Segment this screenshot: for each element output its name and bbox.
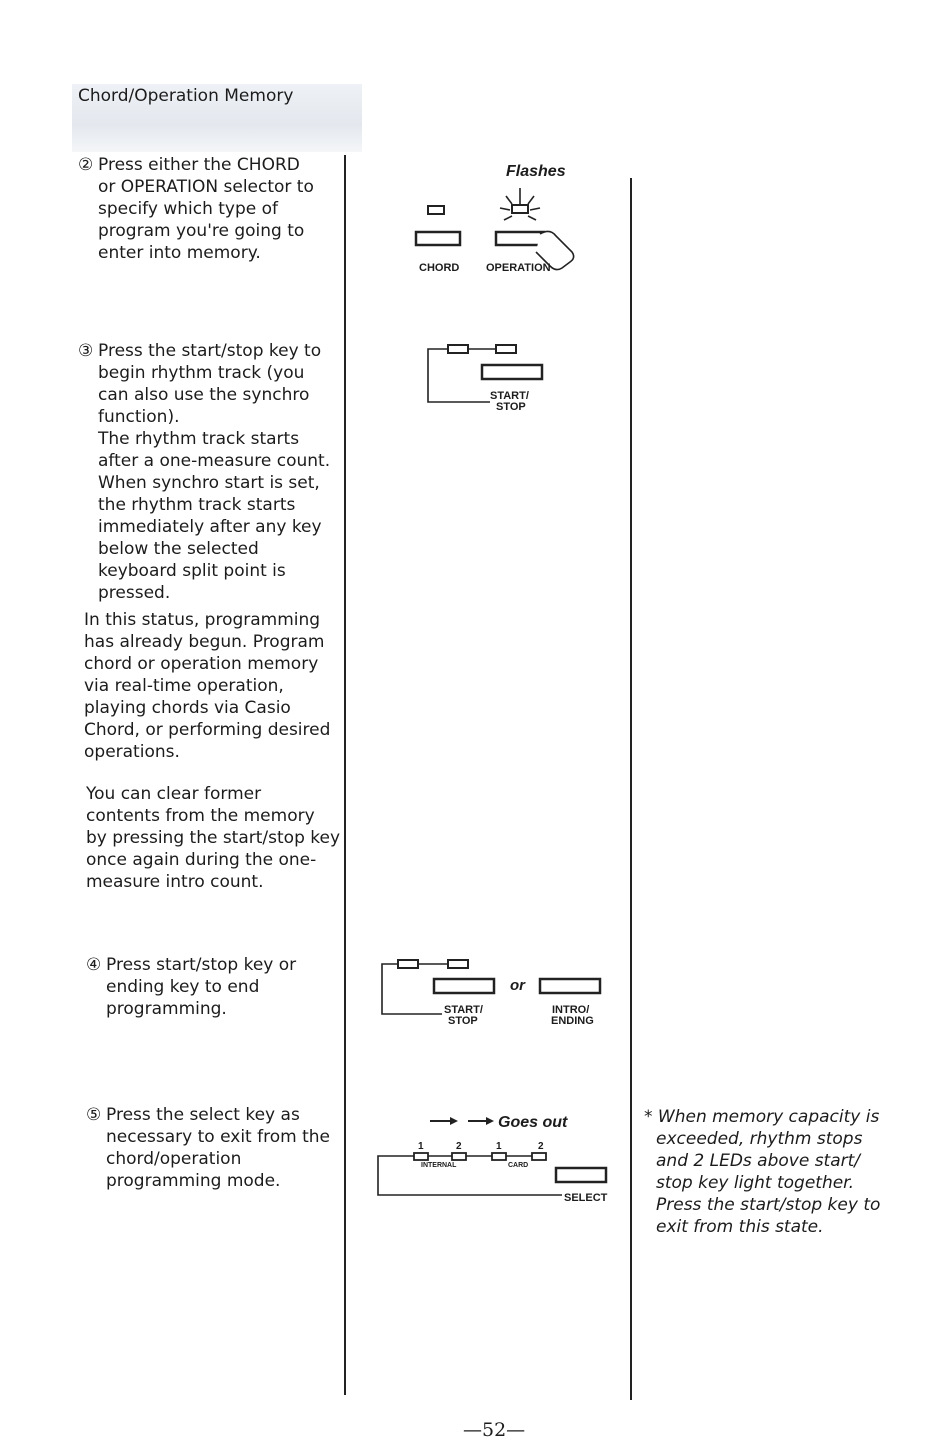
led-icon	[496, 345, 516, 353]
start-stop-label-1: START/	[444, 1004, 483, 1016]
step-line: Press either the CHORD	[98, 155, 300, 175]
column-rule-left	[344, 155, 346, 1395]
paragraph-line: measure intro count.	[86, 872, 264, 892]
select-label: SELECT	[564, 1192, 608, 1204]
note-line: Press the start/stop key to	[656, 1195, 881, 1215]
led-icon	[414, 1153, 428, 1160]
paragraph-line: once again during the one-	[86, 850, 317, 870]
page-number: —52—	[463, 1419, 526, 1441]
or-label: or	[510, 977, 525, 994]
select-button[interactable]	[556, 1168, 606, 1182]
start-stop-label-2: STOP	[448, 1015, 478, 1027]
step-line: programming mode.	[106, 1171, 281, 1191]
step-2	[78, 154, 340, 264]
start-stop-button[interactable]	[434, 979, 494, 993]
note-line: stop key light together.	[656, 1173, 855, 1193]
intro-ending-label-2: ENDING	[551, 1015, 594, 1027]
paragraph-line: has already begun. Program	[84, 632, 325, 652]
led-icon	[452, 1153, 466, 1160]
step-line: or OPERATION selector to	[98, 177, 314, 197]
step-line: Press start/stop key or	[106, 955, 297, 975]
step-5	[86, 1104, 342, 1192]
led-icon	[398, 960, 418, 968]
note-line: exceeded, rhythm stops	[656, 1129, 863, 1149]
step-line: can also use the synchro	[98, 385, 310, 405]
column-rule-right	[630, 178, 632, 1400]
start-stop-diagram	[420, 338, 560, 418]
step-line: begin rhythm track (you	[98, 363, 305, 383]
led-icon	[532, 1153, 546, 1160]
led-number: 2	[538, 1141, 544, 1152]
start-stop-label-2: STOP	[496, 401, 526, 413]
operation-label: OPERATION	[486, 262, 551, 274]
led-icon	[448, 960, 468, 968]
step-number: ③	[78, 341, 94, 361]
led-icon	[492, 1153, 506, 1160]
paragraph-line: In this status, programming	[84, 610, 321, 630]
flashes-label: Flashes	[506, 163, 566, 180]
note-line: exit from this state.	[656, 1217, 824, 1237]
step-3	[78, 340, 340, 604]
chord-button[interactable]	[416, 232, 460, 245]
led-number: 2	[456, 1141, 462, 1152]
intro-ending-label-1: INTRO/	[552, 1004, 590, 1016]
step-line: below the selected	[98, 539, 259, 559]
step-line: keyboard split point is	[98, 561, 286, 581]
paragraph-clear-memory	[86, 783, 342, 893]
chord-label: CHORD	[419, 262, 460, 274]
paragraph-line: playing chords via Casio	[84, 698, 291, 718]
step-line: ending key to end	[106, 977, 260, 997]
step-line: pressed.	[98, 583, 171, 603]
step-4	[86, 954, 342, 1020]
step-line: When synchro start is set,	[98, 473, 320, 493]
intro-ending-button[interactable]	[540, 979, 600, 993]
start-stop-label-1: START/	[490, 390, 529, 402]
step-line: the rhythm track starts	[98, 495, 296, 515]
step-line: program you're going to	[98, 221, 305, 241]
step-line: programming.	[106, 999, 227, 1019]
paragraph-line: via real-time operation,	[84, 676, 284, 696]
paragraph-line: You can clear former	[86, 784, 262, 804]
paragraph-line: Chord, or performing desired	[84, 720, 331, 740]
step-line: function).	[98, 407, 180, 427]
step-number: ②	[78, 155, 94, 175]
led-number: 1	[496, 1141, 502, 1152]
step-number: ④	[86, 955, 102, 975]
led-icon	[448, 345, 468, 353]
operation-led-icon	[512, 205, 528, 213]
step-line: necessary to exit from the	[106, 1127, 330, 1147]
internal-label: INTERNAL	[421, 1162, 457, 1169]
step-line: immediately after any key	[98, 517, 322, 537]
end-keys-diagram	[378, 952, 618, 1034]
paragraph-programming-status	[84, 609, 342, 763]
step-line: Press the start/stop key to	[98, 341, 322, 361]
section-title-text: Chord/Operation Memory	[78, 86, 294, 106]
memory-capacity-note	[644, 1106, 944, 1238]
paragraph-line: operations.	[84, 742, 180, 762]
card-label: CARD	[508, 1162, 529, 1169]
chord-led-icon	[428, 206, 444, 214]
operation-button[interactable]	[496, 232, 544, 245]
note-line: * When memory capacity is	[644, 1107, 880, 1127]
paragraph-line: contents from the memory	[86, 806, 315, 826]
section-title	[72, 84, 362, 152]
step-line: The rhythm track starts	[98, 429, 300, 449]
selector-diagram	[400, 150, 620, 290]
step-line: after a one-measure count.	[98, 451, 331, 471]
step-line: enter into memory.	[98, 243, 261, 263]
note-line: and 2 LEDs above start/	[656, 1151, 861, 1171]
step-line: chord/operation	[106, 1149, 242, 1169]
start-stop-button[interactable]	[482, 365, 542, 379]
goes-out-label: Goes out	[498, 1114, 568, 1131]
step-number: ⑤	[86, 1105, 102, 1125]
select-diagram	[376, 1104, 620, 1204]
step-line: Press the select key as	[106, 1105, 300, 1125]
paragraph-line: chord or operation memory	[84, 654, 319, 674]
step-line: specify which type of	[98, 199, 279, 219]
led-number: 1	[418, 1141, 424, 1152]
paragraph-line: by pressing the start/stop key	[86, 828, 341, 848]
